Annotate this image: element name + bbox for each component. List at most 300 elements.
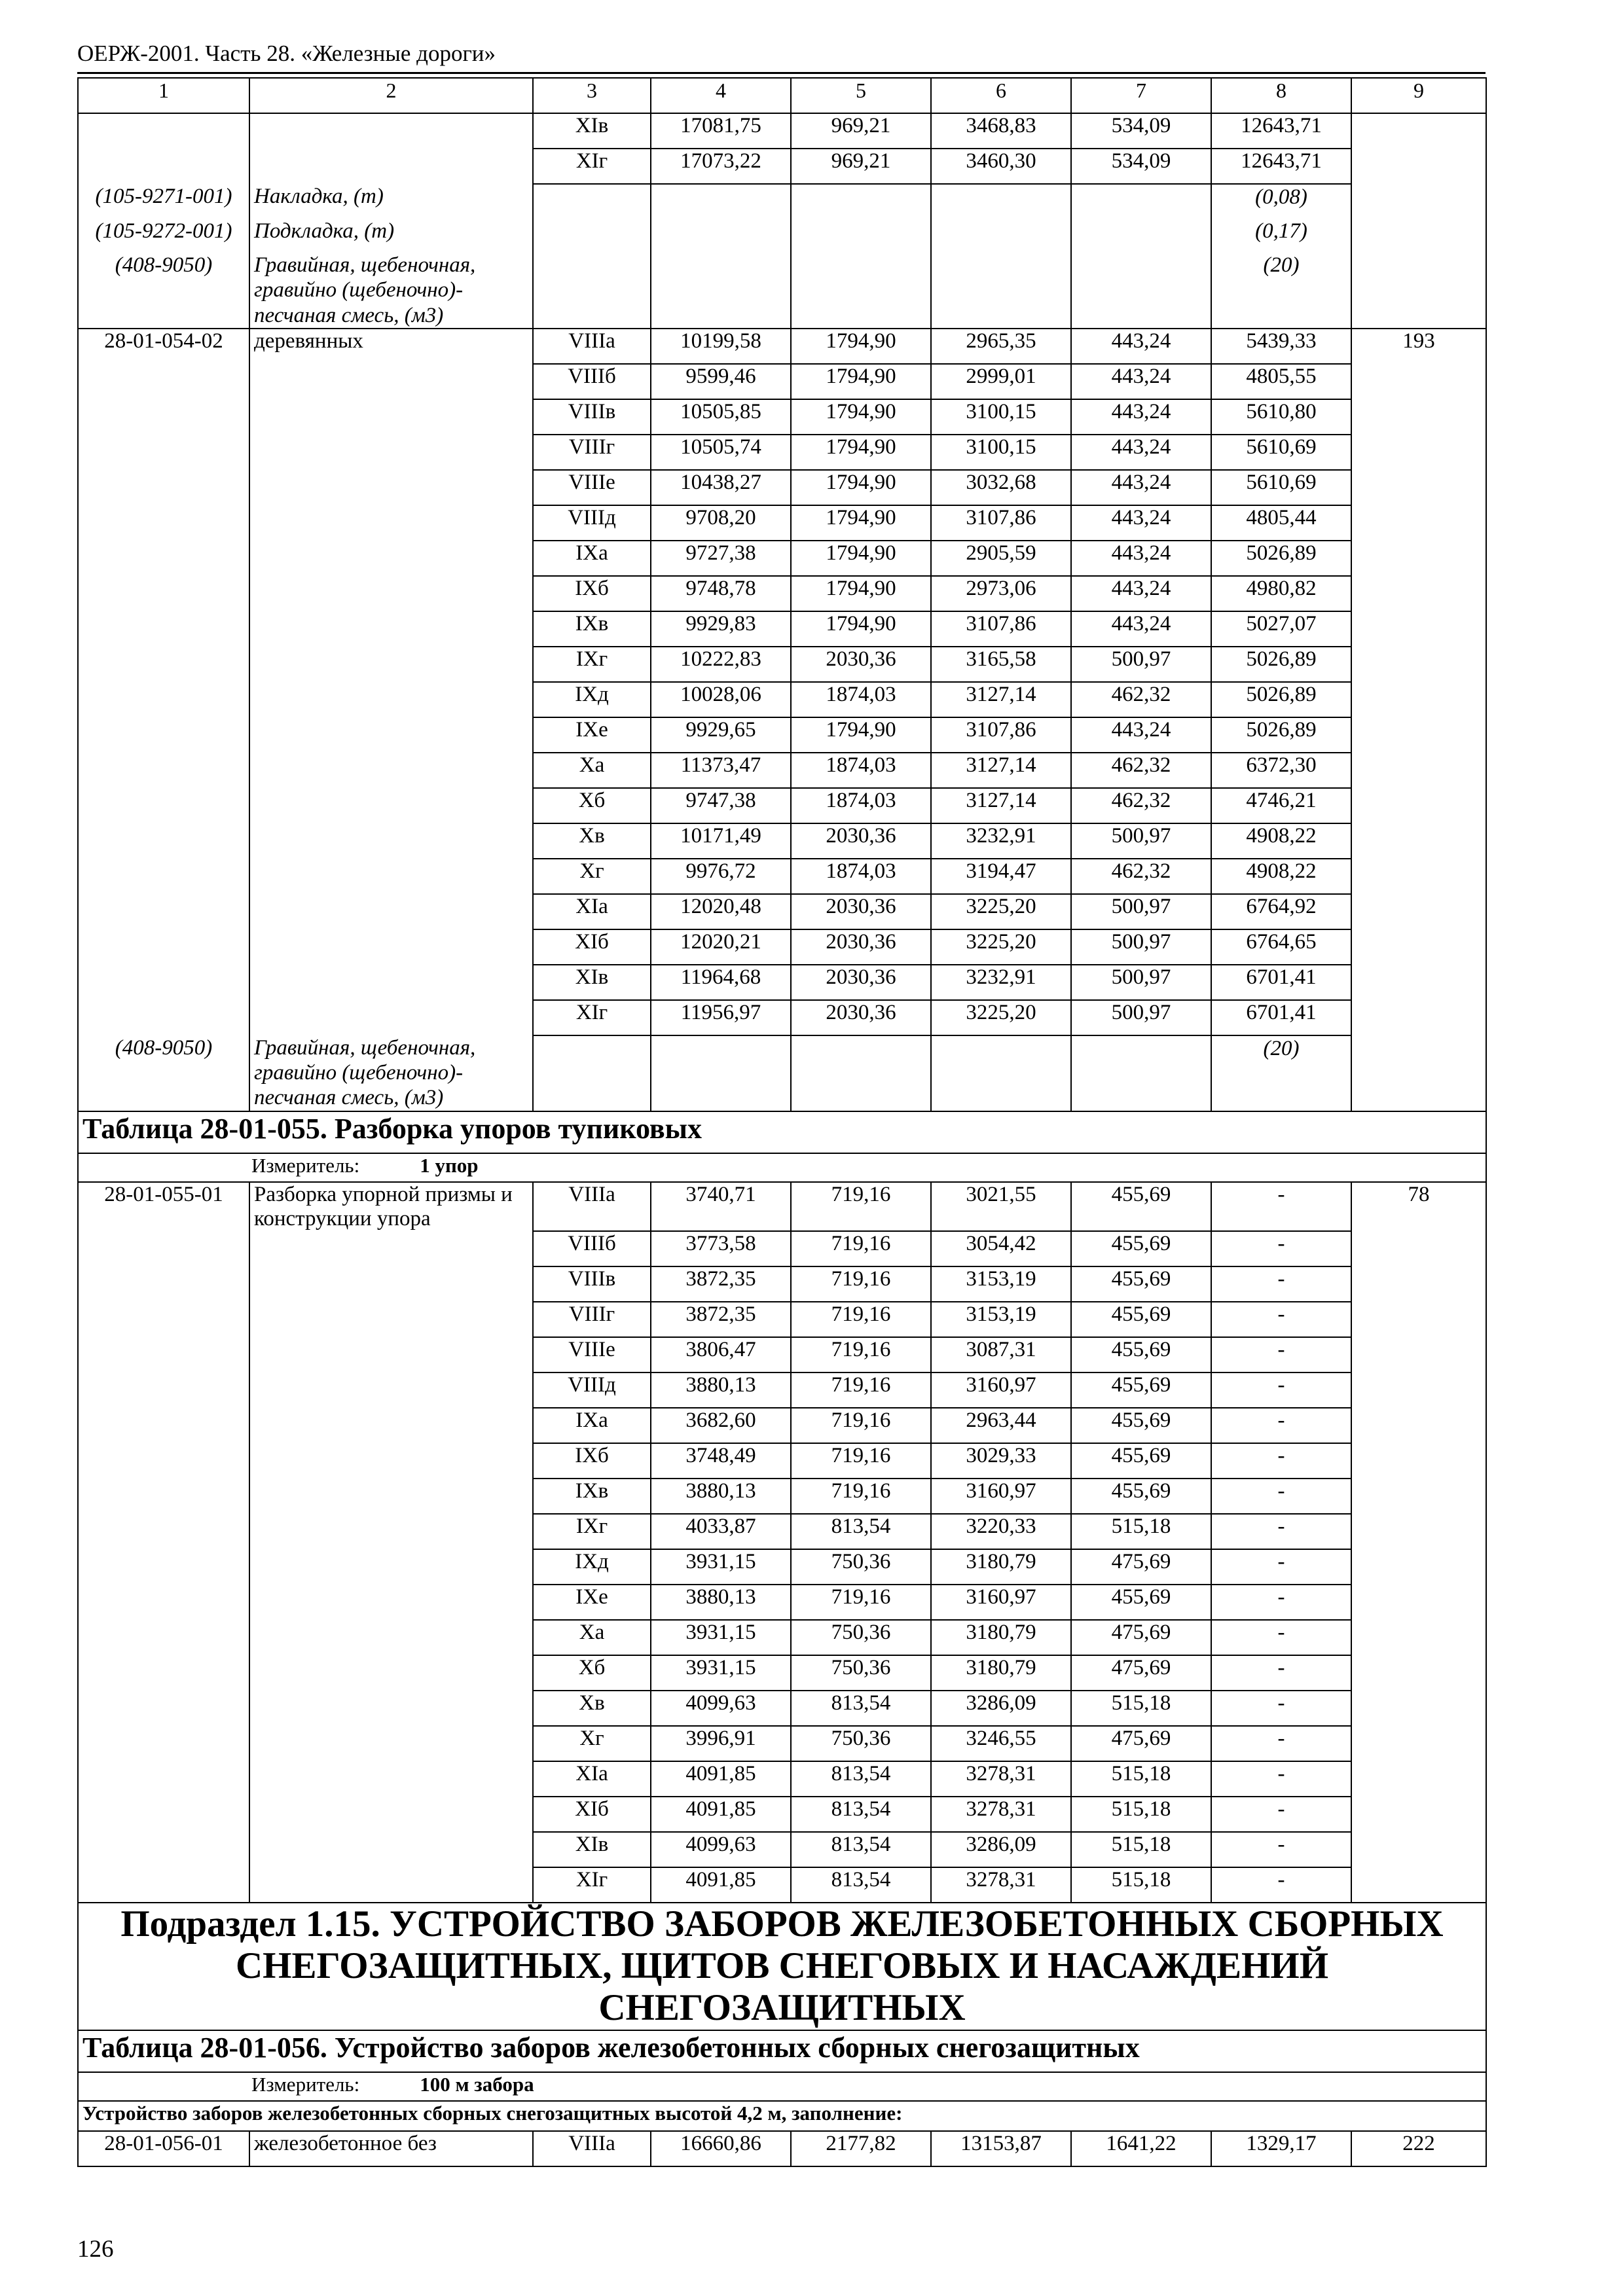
cell-zone: IXе: [533, 717, 651, 753]
cell-materials: -: [1211, 1549, 1351, 1585]
cell-materials: -: [1211, 1761, 1351, 1797]
cell-zone: VIIIа: [533, 1182, 651, 1231]
cell-name: Разборка упорной призмы и конструкции упора: [249, 1182, 533, 1231]
cell-col9: [1351, 929, 1486, 965]
cell-name: [249, 1514, 533, 1549]
cell-zone: Xв: [533, 823, 651, 859]
cell-name: [249, 1372, 533, 1408]
cell-operator-wages: 443,24: [1071, 717, 1211, 753]
cell-operator-wages: 515,18: [1071, 1832, 1211, 1867]
cell-materials: -: [1211, 1832, 1351, 1867]
cell-col9: [1351, 1797, 1486, 1832]
cell-name: [249, 647, 533, 682]
cell-code: 28-01-056-01: [78, 2131, 249, 2166]
cell-operator-wages: 515,18: [1071, 1867, 1211, 1903]
cell-col9: [1351, 364, 1486, 399]
cell-col9: [1351, 1372, 1486, 1408]
cell-code: [78, 1514, 249, 1549]
cell-wages: 719,16: [791, 1443, 931, 1479]
table-row: [78, 329, 1486, 364]
cell-zone: VIIIб: [533, 364, 651, 399]
norm-table-body: [78, 78, 1486, 2166]
cell-machines: 3165,58: [931, 647, 1071, 682]
cell-total-cost: 3880,13: [651, 1479, 791, 1514]
group-description: Устройство заборов железобетонных сборных снегозащитных высотой 4,2 м, заполнение:: [78, 2101, 1486, 2131]
cell-total-cost: 3880,13: [651, 1372, 791, 1408]
cell-materials: 4980,82: [1211, 576, 1351, 611]
page-number: 126: [77, 2236, 114, 2263]
cell-col9: [1351, 1000, 1486, 1035]
cell-zone: Xб: [533, 1655, 651, 1691]
cell-operator-wages: 462,32: [1071, 788, 1211, 823]
cell-machines: 3127,14: [931, 788, 1071, 823]
cell-name: [249, 1266, 533, 1302]
cell-name: [249, 1479, 533, 1514]
header-rule: [77, 72, 1486, 74]
cell-code: [78, 1408, 249, 1443]
cell-code: [78, 505, 249, 541]
cell-name: [249, 541, 533, 576]
material-code: (408-9050): [78, 253, 249, 329]
cell-zone: VIIIа: [533, 2131, 651, 2166]
cell-materials: 12643,71: [1211, 149, 1351, 184]
cell-col9: [1351, 1585, 1486, 1620]
cell-wages: 1794,90: [791, 470, 931, 505]
cell-wages: 1874,03: [791, 753, 931, 788]
cell-empty: [1071, 219, 1211, 253]
cell-machines: 3225,20: [931, 894, 1071, 929]
cell-zone: XIв: [533, 113, 651, 149]
cell-materials: -: [1211, 1867, 1351, 1903]
cell-name: [249, 1443, 533, 1479]
cell-wages: 719,16: [791, 1231, 931, 1266]
cell-empty: [791, 184, 931, 219]
cell-machines: 3100,15: [931, 435, 1071, 470]
cell-col9: [1351, 1761, 1486, 1797]
cell-wages: 719,16: [791, 1408, 931, 1443]
cell-code: 28-01-054-02: [78, 329, 249, 364]
table-row: [78, 364, 1486, 399]
cell-col9: [1351, 253, 1486, 329]
cell-materials: 6701,41: [1211, 965, 1351, 1000]
cell-name: [249, 1302, 533, 1337]
cell-machines: 3180,79: [931, 1620, 1071, 1655]
cell-materials: -: [1211, 1479, 1351, 1514]
cell-machines: 3232,91: [931, 965, 1071, 1000]
cell-name: [249, 1408, 533, 1443]
cell-operator-wages: 443,24: [1071, 435, 1211, 470]
cell-empty: [651, 1035, 791, 1111]
cell-materials: -: [1211, 1337, 1351, 1372]
cell-col9: [1351, 753, 1486, 788]
cell-empty: [651, 184, 791, 219]
cell-empty: [651, 219, 791, 253]
cell-col9: [1351, 1035, 1486, 1111]
cell-col9: [1351, 1408, 1486, 1443]
cell-wages: 2030,36: [791, 965, 931, 1000]
cell-name: [249, 1867, 533, 1903]
cell-materials: 5610,80: [1211, 399, 1351, 435]
material-row: [78, 253, 1486, 329]
cell-col9: [1351, 1726, 1486, 1761]
cell-operator-wages: 475,69: [1071, 1726, 1211, 1761]
cell-name: [249, 505, 533, 541]
cell-code: [78, 1726, 249, 1761]
cell-materials: 4805,44: [1211, 505, 1351, 541]
cell-machines: 3460,30: [931, 149, 1071, 184]
cell-operator-wages: 455,69: [1071, 1408, 1211, 1443]
table-row: [78, 1691, 1486, 1726]
cell-materials: -: [1211, 1620, 1351, 1655]
cell-col9: 222: [1351, 2131, 1486, 2166]
cell-materials: 5026,89: [1211, 541, 1351, 576]
cell-total-cost: 3996,91: [651, 1726, 791, 1761]
cell-materials: 6764,92: [1211, 894, 1351, 929]
cell-code: [78, 1761, 249, 1797]
cell-zone: IXд: [533, 682, 651, 717]
cell-zone: Xа: [533, 753, 651, 788]
cell-name: [249, 1832, 533, 1867]
cell-operator-wages: 534,09: [1071, 149, 1211, 184]
cell-operator-wages: 462,32: [1071, 682, 1211, 717]
table-title: Таблица 28-01-056. Устройство заборов железобетонных сборных снегозащитных: [78, 2030, 1486, 2072]
cell-machines: 3278,31: [931, 1867, 1071, 1903]
cell-operator-wages: 455,69: [1071, 1479, 1211, 1514]
cell-code: 28-01-055-01: [78, 1182, 249, 1231]
cell-zone: IXв: [533, 1479, 651, 1514]
cell-machines: 3232,91: [931, 823, 1071, 859]
cell-materials: 4908,22: [1211, 823, 1351, 859]
material-row: [78, 1035, 1486, 1111]
cell-operator-wages: 1641,22: [1071, 2131, 1211, 2166]
cell-col9: [1351, 1655, 1486, 1691]
cell-total-cost: 17081,75: [651, 113, 791, 149]
cell-empty: [1071, 184, 1211, 219]
cell-machines: 3246,55: [931, 1726, 1071, 1761]
cell-machines: 3225,20: [931, 929, 1071, 965]
material-name: Подкладка, (т): [249, 219, 533, 253]
cell-operator-wages: 462,32: [1071, 753, 1211, 788]
table-row: [78, 1479, 1486, 1514]
cell-code: [78, 1479, 249, 1514]
cell-name: [249, 1549, 533, 1585]
cell-operator-wages: 500,97: [1071, 929, 1211, 965]
cell-wages: 1794,90: [791, 435, 931, 470]
cell-machines: 2965,35: [931, 329, 1071, 364]
cell-materials: -: [1211, 1691, 1351, 1726]
cell-name: [249, 682, 533, 717]
cell-operator-wages: 515,18: [1071, 1761, 1211, 1797]
cell-materials: 1329,17: [1211, 2131, 1351, 2166]
cell-total-cost: 3931,15: [651, 1620, 791, 1655]
cell-operator-wages: 515,18: [1071, 1797, 1211, 1832]
unit-value: 100 м забора: [420, 2072, 534, 2096]
table-row: [78, 1832, 1486, 1867]
cell-materials: -: [1211, 1585, 1351, 1620]
table-row: [78, 576, 1486, 611]
cell-total-cost: 12020,21: [651, 929, 791, 965]
cell-code: [78, 929, 249, 965]
cell-name: [249, 717, 533, 753]
unit-value: 1 упор: [420, 1153, 479, 1177]
cell-code: [78, 823, 249, 859]
cell-wages: 813,54: [791, 1761, 931, 1797]
subsection-row: [78, 1903, 1486, 2030]
table-row: [78, 1302, 1486, 1337]
cell-materials: 4805,55: [1211, 364, 1351, 399]
cell-total-cost: 4099,63: [651, 1691, 791, 1726]
cell-code: [78, 1231, 249, 1266]
cell-zone: VIIIе: [533, 1337, 651, 1372]
cell-name: [249, 1691, 533, 1726]
cell-wages: 1794,90: [791, 576, 931, 611]
cell-wages: 719,16: [791, 1372, 931, 1408]
cell-col9: [1351, 965, 1486, 1000]
cell-name: [249, 149, 533, 184]
cell-wages: 750,36: [791, 1549, 931, 1585]
cell-col9: [1351, 505, 1486, 541]
material-code: (105-9271-001): [78, 184, 249, 219]
cell-machines: 2963,44: [931, 1408, 1071, 1443]
cell-wages: 2030,36: [791, 929, 931, 965]
table-row: [78, 894, 1486, 929]
cell-materials: -: [1211, 1726, 1351, 1761]
table-row: [78, 647, 1486, 682]
cell-code: [78, 1832, 249, 1867]
cell-operator-wages: 534,09: [1071, 113, 1211, 149]
cell-zone: IXа: [533, 1408, 651, 1443]
cell-wages: 1794,90: [791, 329, 931, 364]
cell-operator-wages: 500,97: [1071, 894, 1211, 929]
cell-total-cost: 9747,38: [651, 788, 791, 823]
cell-zone: VIIIв: [533, 1266, 651, 1302]
cell-code: [78, 541, 249, 576]
material-name: Накладка, (т): [249, 184, 533, 219]
cell-materials: -: [1211, 1266, 1351, 1302]
cell-col9: [1351, 1549, 1486, 1585]
cell-machines: 3153,19: [931, 1302, 1071, 1337]
cell-total-cost: 17073,22: [651, 149, 791, 184]
cell-code: [78, 149, 249, 184]
cell-col9: [1351, 1514, 1486, 1549]
cell-machines: 3127,14: [931, 753, 1071, 788]
cell-operator-wages: 500,97: [1071, 647, 1211, 682]
cell-name: [249, 1726, 533, 1761]
column-number-7: 7: [1071, 78, 1211, 113]
cell-wages: 2030,36: [791, 823, 931, 859]
table-row: [78, 541, 1486, 576]
cell-total-cost: 10199,58: [651, 329, 791, 364]
cell-total-cost: 3748,49: [651, 1443, 791, 1479]
cell-empty: [533, 219, 651, 253]
cell-wages: 719,16: [791, 1337, 931, 1372]
cell-operator-wages: 500,97: [1071, 823, 1211, 859]
cell-zone: Xг: [533, 859, 651, 894]
table-row: [78, 1761, 1486, 1797]
cell-col9: [1351, 541, 1486, 576]
cell-code: [78, 1585, 249, 1620]
cell-col9: [1351, 1479, 1486, 1514]
cell-total-cost: 10505,74: [651, 435, 791, 470]
cell-wages: 1874,03: [791, 682, 931, 717]
cell-name: [249, 113, 533, 149]
cell-col9: [1351, 1337, 1486, 1372]
cell-code: [78, 682, 249, 717]
table-title-row: [78, 2030, 1486, 2072]
table-row: [78, 1372, 1486, 1408]
cell-name: [249, 399, 533, 435]
cell-total-cost: 4033,87: [651, 1514, 791, 1549]
cell-empty: [533, 1035, 651, 1111]
cell-machines: 3107,86: [931, 505, 1071, 541]
cell-empty: [533, 184, 651, 219]
cell-name: [249, 576, 533, 611]
cell-empty: [931, 1035, 1071, 1111]
cell-materials: -: [1211, 1443, 1351, 1479]
cell-machines: 3107,86: [931, 717, 1071, 753]
material-code: (105-9272-001): [78, 219, 249, 253]
cell-zone: VIIIа: [533, 329, 651, 364]
cell-total-cost: 3740,71: [651, 1182, 791, 1231]
table-row: [78, 113, 1486, 149]
cell-machines: 3054,42: [931, 1231, 1071, 1266]
cell-operator-wages: 475,69: [1071, 1549, 1211, 1585]
material-norm: (20): [1211, 253, 1351, 329]
cell-col9: [1351, 184, 1486, 219]
cell-operator-wages: 475,69: [1071, 1620, 1211, 1655]
cell-empty: [1071, 253, 1211, 329]
cell-code: [78, 788, 249, 823]
cell-materials: -: [1211, 1655, 1351, 1691]
column-number-row: [78, 78, 1486, 113]
cell-name: [249, 965, 533, 1000]
material-row: [78, 219, 1486, 253]
cell-total-cost: 9748,78: [651, 576, 791, 611]
cell-machines: 3087,31: [931, 1337, 1071, 1372]
material-norm: (20): [1211, 1035, 1351, 1111]
cell-materials: 5027,07: [1211, 611, 1351, 647]
cell-zone: XIг: [533, 149, 651, 184]
cell-materials: 12643,71: [1211, 113, 1351, 149]
cell-total-cost: 4099,63: [651, 1832, 791, 1867]
cell-zone: VIIIд: [533, 1372, 651, 1408]
table-row: [78, 823, 1486, 859]
cell-zone: VIIIг: [533, 1302, 651, 1337]
cell-name: [249, 364, 533, 399]
cell-wages: 719,16: [791, 1302, 931, 1337]
cell-zone: VIIIв: [533, 399, 651, 435]
cell-col9: [1351, 859, 1486, 894]
cell-wages: 750,36: [791, 1620, 931, 1655]
cell-name: [249, 859, 533, 894]
table-row: [78, 682, 1486, 717]
cell-wages: 1794,90: [791, 399, 931, 435]
cell-name: [249, 435, 533, 470]
cell-machines: 3286,09: [931, 1691, 1071, 1726]
cell-materials: 6764,65: [1211, 929, 1351, 965]
cell-col9: 78: [1351, 1182, 1486, 1231]
table-row: [78, 1231, 1486, 1266]
cell-total-cost: 10222,83: [651, 647, 791, 682]
unit-cell: [78, 1153, 1486, 1182]
cell-zone: XIб: [533, 929, 651, 965]
cell-operator-wages: 443,24: [1071, 611, 1211, 647]
material-name: Гравийная, щебеночная, гравийно (щебеночно)-песчаная смесь, (м3): [249, 253, 533, 329]
cell-machines: 3286,09: [931, 1832, 1071, 1867]
table-row: [78, 1585, 1486, 1620]
cell-name: [249, 1231, 533, 1266]
table-row: [78, 505, 1486, 541]
cell-code: [78, 364, 249, 399]
table-row: [78, 1549, 1486, 1585]
cell-name: [249, 929, 533, 965]
cell-operator-wages: 443,24: [1071, 576, 1211, 611]
cell-wages: 1794,90: [791, 364, 931, 399]
material-code: (408-9050): [78, 1035, 249, 1111]
cell-code: [78, 1797, 249, 1832]
cell-name: железобетонное без: [249, 2131, 533, 2166]
cell-operator-wages: 443,24: [1071, 541, 1211, 576]
cell-code: [78, 859, 249, 894]
cell-zone: XIг: [533, 1867, 651, 1903]
cell-code: [78, 753, 249, 788]
cell-code: [78, 1302, 249, 1337]
cell-code: [78, 435, 249, 470]
table-row: [78, 611, 1486, 647]
cell-machines: 3021,55: [931, 1182, 1071, 1231]
cell-machines: 3468,83: [931, 113, 1071, 149]
cell-materials: 5026,89: [1211, 717, 1351, 753]
cell-total-cost: 9727,38: [651, 541, 791, 576]
cell-operator-wages: 443,24: [1071, 470, 1211, 505]
cell-empty: [791, 1035, 931, 1111]
cell-empty: [791, 253, 931, 329]
cell-total-cost: 10438,27: [651, 470, 791, 505]
cell-total-cost: 9929,65: [651, 717, 791, 753]
cell-materials: 4908,22: [1211, 859, 1351, 894]
cell-col9: [1351, 1620, 1486, 1655]
cell-col9: [1351, 717, 1486, 753]
cell-wages: 813,54: [791, 1514, 931, 1549]
cell-col9: [1351, 1691, 1486, 1726]
cell-code: [78, 1549, 249, 1585]
cell-machines: 13153,87: [931, 2131, 1071, 2166]
cell-total-cost: 3806,47: [651, 1337, 791, 1372]
cell-zone: XIв: [533, 1832, 651, 1867]
cell-materials: 5610,69: [1211, 435, 1351, 470]
cell-total-cost: 3773,58: [651, 1231, 791, 1266]
cell-empty: [533, 253, 651, 329]
table-title: Таблица 28-01-055. Разборка упоров тупиковых: [78, 1111, 1486, 1153]
cell-wages: 1794,90: [791, 611, 931, 647]
table-row: [78, 435, 1486, 470]
cell-col9: [1351, 149, 1486, 184]
table-row: [78, 965, 1486, 1000]
cell-empty: [931, 219, 1071, 253]
cell-operator-wages: 500,97: [1071, 1000, 1211, 1035]
cell-name: [249, 1337, 533, 1372]
cell-wages: 813,54: [791, 1691, 931, 1726]
cell-machines: 3100,15: [931, 399, 1071, 435]
table-row: [78, 1182, 1486, 1231]
cell-materials: -: [1211, 1182, 1351, 1231]
cell-zone: XIб: [533, 1797, 651, 1832]
material-name: Гравийная, щебеночная, гравийно (щебеночно)-песчаная смесь, (м3): [249, 1035, 533, 1111]
cell-col9: [1351, 611, 1486, 647]
cell-wages: 969,21: [791, 113, 931, 149]
cell-total-cost: 3880,13: [651, 1585, 791, 1620]
cell-total-cost: 11956,97: [651, 1000, 791, 1035]
